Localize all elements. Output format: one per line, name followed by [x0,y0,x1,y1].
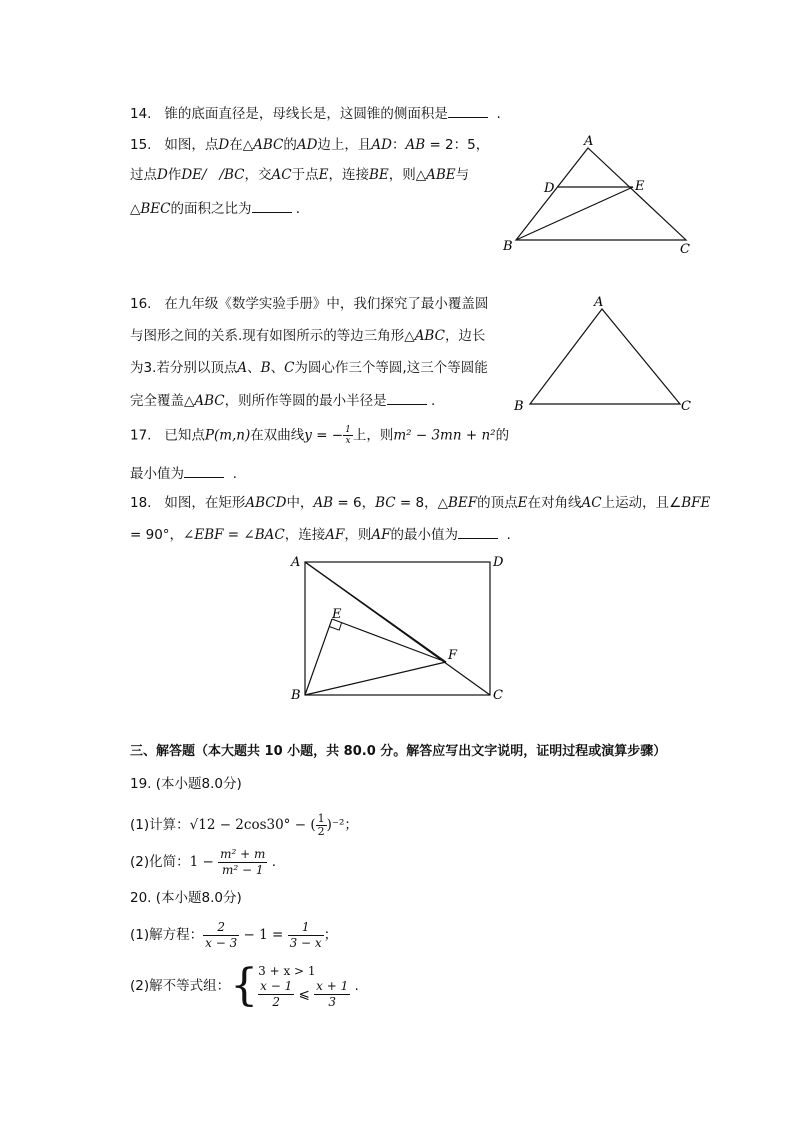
numerator: 2 [203,920,239,936]
math: AD [371,137,392,153]
q14-number: 14. [130,106,152,122]
triangle-symbol: △ [242,137,254,153]
math: AF [325,527,345,543]
question-18-line1 [130,494,710,512]
q14-end: . [496,106,501,122]
question-17-line2 [130,464,237,483]
text: = 90°， [130,527,184,543]
math: AB [313,495,334,511]
text: (1)解方程： [130,927,204,943]
text: 完全覆盖 [130,393,184,409]
answer-blank [252,199,292,213]
question-15-line3 [130,199,300,218]
text: 上，则 [352,427,394,444]
denominator: 2 [317,824,325,838]
segment-ef [332,619,446,662]
label-c: C [681,399,691,414]
text: 如图，点 [164,137,219,153]
label-a: A [291,555,301,570]
inequality-2 [258,979,350,1010]
math: − 1 = [243,927,284,943]
text: 中， [286,495,314,511]
math: ∠EBF = ∠BAC [183,527,285,543]
text: 如图，在矩形 [164,495,246,511]
math: ABC [253,137,284,153]
math: C [284,360,295,376]
numerator: x − 1 [260,978,293,993]
math: BE [368,167,389,183]
text: . [271,854,276,870]
text: 与 [455,167,470,183]
text: ，连接 [284,527,326,543]
q14-text: 锥的底面直径是，母线长是，这圆锥的侧面积是 [164,106,448,122]
numerator: x + 1 [316,978,349,993]
math: AD [296,137,318,153]
text: 的最小值为 [390,527,458,543]
question-18-line2 [130,525,511,544]
q16-number: 16. [130,296,152,312]
text: . [354,978,359,994]
q17-number: 17. [130,427,152,444]
label-a: A [594,295,604,310]
denominator: m² − 1 [222,862,264,877]
math: BEF [447,495,478,511]
question-14 [130,104,501,123]
text: ，则 [388,167,416,183]
math: AC [581,495,602,511]
fraction [203,920,239,951]
triangle-symbol: △ [437,495,448,511]
fraction [258,979,294,1010]
label-f: F [448,648,458,663]
text: = 8， [395,495,438,511]
math: B [260,360,271,376]
text: 边上，且 [317,137,372,153]
text: 的面积之比为 [170,201,252,217]
q19-part1 [130,810,358,840]
math: m² − 3mn + n² [393,427,496,444]
segment-be [305,619,332,695]
label-c: C [680,242,690,257]
math: E [318,167,329,183]
fraction [316,813,327,838]
text: 于点 [291,167,319,183]
text: 为3.若分别以顶点 [130,360,238,376]
math: D [157,167,168,183]
math: ABC [414,328,445,344]
label-e: E [332,607,342,622]
text: = 2：5， [425,137,490,153]
text: 作 [167,167,182,183]
numerator: m² + m [220,846,266,861]
denominator: x − 3 [205,935,238,950]
text: 最小值为 [130,466,184,482]
math: DE/ [181,167,207,183]
math: AB [405,137,426,153]
math: ABE [426,167,456,183]
triangle-symbol: △ [415,167,427,183]
math: / [219,167,224,183]
text: . [295,201,301,217]
text: . [506,527,511,543]
math: AF [371,527,391,543]
denominator: 3 [328,994,336,1009]
q20-heading: 20. (本小题8.0分) [130,890,242,906]
text: 的 [283,137,297,153]
question-15-line2 [130,166,469,184]
q20-part2 [130,960,359,1012]
figure-q15-triangle [498,132,698,257]
text: 已知点 [164,427,205,444]
figure-q18-rectangle [285,550,510,705]
q18-number: 18. [130,495,152,511]
text: ； [323,927,338,943]
text: 在双曲线 [250,427,305,444]
text: ，连接 [328,167,369,183]
right-angle-mark [330,623,342,631]
numerator: 1 [317,811,325,825]
text: 上运动，且∠ [601,495,682,511]
text: = − [311,427,344,444]
label-e: E [635,179,645,194]
text: = 6， [333,495,376,511]
math: P(m,n) [204,427,251,444]
text: 、 [270,360,285,376]
question-16-line1 [130,295,488,313]
text: 、 [247,360,261,376]
text: ，则所作等圆的最小半径是 [224,393,387,409]
label-d: D [544,181,555,196]
question-16-line2 [130,327,485,345]
text: 为圆心作三个等圆,这三个等圆能 [294,360,488,376]
answer-blank [458,525,498,539]
left-brace: { [230,960,259,1011]
triangle-symbol: △ [184,393,195,409]
math: 1 − [189,854,214,870]
label-c: C [493,688,503,703]
triangle-symbol: △ [130,201,141,217]
text: (2)解不等式组： [130,978,231,994]
answer-blank [448,104,488,118]
question-17-line1 [130,425,509,446]
label-d: D [493,555,504,570]
math: A [237,360,248,376]
math: ABCD [245,495,287,511]
text: . [232,466,237,482]
q20-part1 [130,918,337,952]
math: BC [224,167,245,183]
math: √12 − 2cos30° − ( [189,817,316,833]
math: D [218,137,230,153]
inequality-system [258,963,350,1010]
inequality-1: 3 + x > 1 [258,963,316,978]
denominator: 2 [272,994,280,1009]
section-heading: 三、解答题（本大题共 10 小题，共 80.0 分。解答应写出文字说明，证明过程或演算步骤） [130,744,667,759]
text: ，则 [344,527,372,543]
text: ； [344,817,358,833]
figure-q16-equilateral-triangle [508,292,708,417]
fraction [218,847,267,878]
text: . [430,393,436,409]
text: 的 [495,427,510,444]
math: AC [271,167,292,183]
fraction [314,979,350,1010]
math: y [304,427,312,444]
fraction [343,425,353,446]
math: BC [375,495,396,511]
denominator: x [345,436,351,446]
segment-be [516,187,633,240]
text: 过点 [130,167,157,183]
triangle-abc [530,309,680,404]
q15-number: 15. [130,137,152,153]
numerator: 1 [288,920,324,936]
label-b: B [503,239,513,254]
denominator: 3 − x [289,935,322,950]
q19-part2 [130,845,276,879]
text: (1)计算： [130,817,190,833]
math: )⁻² [326,817,345,833]
leq-symbol: ⩽ [298,986,310,1002]
text: 在对角线 [527,495,582,511]
q19-heading: 19. (本小题8.0分) [130,776,242,792]
label-a: A [584,134,594,149]
segment-bf [305,662,446,695]
label-b: B [514,399,524,414]
triangle-symbol: △ [404,328,415,344]
math: BEC [140,201,171,217]
answer-blank [387,391,427,405]
text: 在九年级《数学实验手册》中，我们探究了最小覆盖圆 [164,296,489,312]
numerator: 1 [345,425,351,435]
text: ： [391,137,406,153]
segment-af [305,562,446,662]
math: BFE [681,495,711,511]
text: 在 [229,137,243,153]
question-16-line4 [130,391,435,410]
question-16-line3 [130,359,488,377]
math: E [517,495,528,511]
question-15-line1 [130,136,489,154]
text: (2)化简： [130,854,190,870]
triangle-abc [516,148,686,240]
text: 与图形之间的关系.现有如图所示的等边三角形 [130,328,405,344]
label-b: B [291,688,301,703]
fraction [288,920,324,951]
answer-blank [184,464,224,478]
text: ，交 [244,167,272,183]
text: 的顶点 [477,495,518,511]
math: ABC [194,393,225,409]
text: ，边长 [444,328,486,344]
